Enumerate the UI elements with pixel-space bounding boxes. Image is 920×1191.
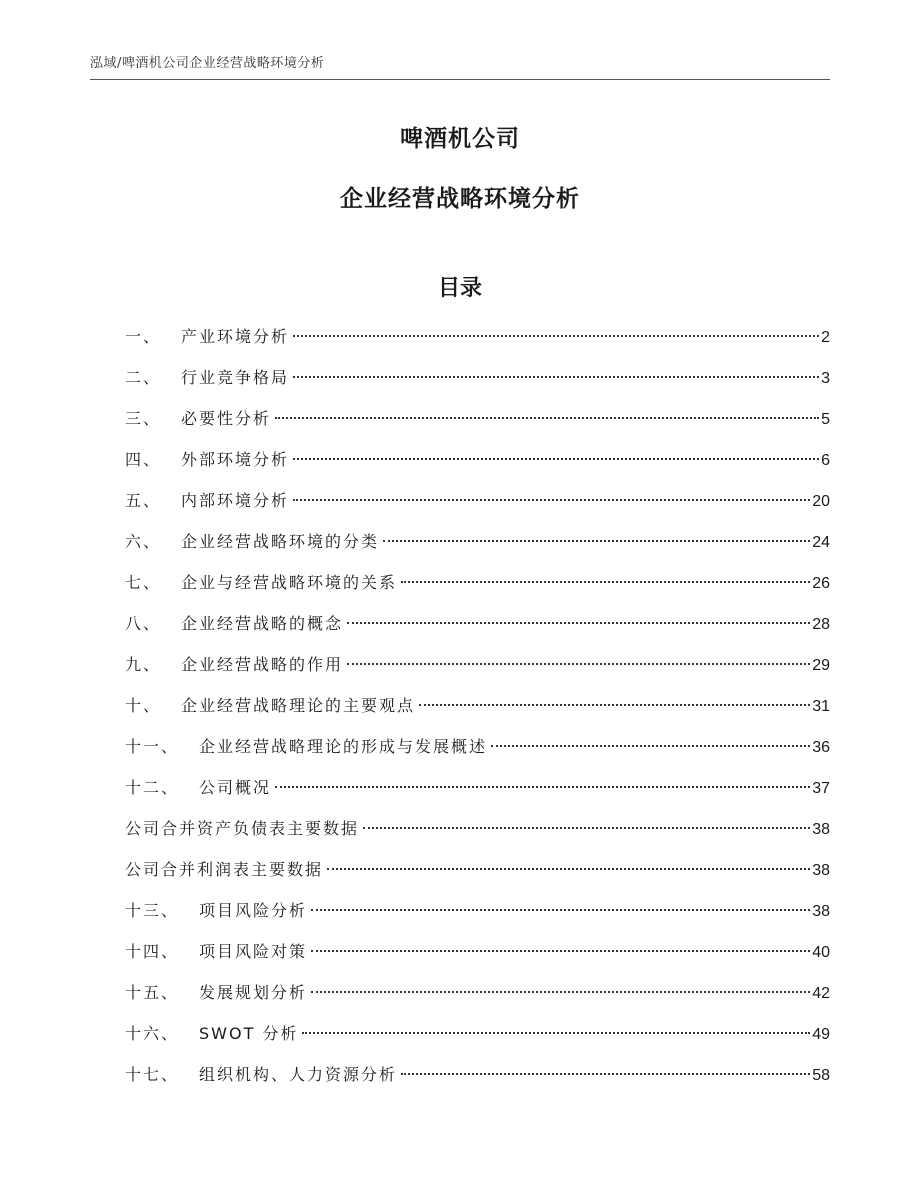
toc-entry-number: 十二、 [125,778,180,797]
toc-entry-page-number: 42 [812,985,830,1002]
toc-entry-number: 五、 [125,491,162,510]
toc-dot-leader [347,663,810,665]
header-divider [90,79,830,80]
toc-entry-number: 十四、 [125,942,180,961]
toc-entry-title: 产业环境分析 [181,327,290,346]
toc-entry-page-number: 24 [812,534,830,551]
toc-entry-number: 七、 [125,573,162,592]
toc-entry-title: 行业竞争格局 [181,368,290,387]
document-title-company: 啤酒机公司 [400,126,520,152]
toc-dot-leader [401,1073,810,1075]
toc-dot-leader [327,868,810,870]
toc-entry-number: 四、 [125,450,162,469]
toc-dot-leader [363,827,810,829]
toc-entry[interactable] [125,978,830,1019]
toc-dot-leader [347,622,810,624]
toc-entry[interactable] [125,814,830,855]
toc-entry-page-number: 38 [812,862,830,879]
toc-entry-page-number: 29 [812,657,830,674]
toc-entry-page-number: 5 [821,411,830,428]
toc-dot-leader [491,745,810,747]
toc-entry-page-number: 58 [812,1067,830,1084]
table-of-contents [125,322,830,1101]
toc-entry-page-number: 38 [812,903,830,920]
toc-dot-leader [293,335,819,337]
toc-entry-title: 企业经营战略理论的主要观点 [181,696,416,715]
toc-entry-title: 必要性分析 [181,409,272,428]
toc-entry-number: 九、 [125,655,162,674]
toc-entry-page-number: 3 [821,370,830,387]
toc-entry-title: 企业经营战略的概念 [181,614,344,633]
toc-entry[interactable] [125,527,830,568]
toc-entry-title: 公司合并利润表主要数据 [125,860,324,879]
toc-dot-leader [311,950,810,952]
toc-entry-page-number: 6 [821,452,830,469]
toc-dot-leader [302,1032,810,1034]
toc-entry-title: 内部环境分析 [181,491,290,510]
toc-entry-number: 六、 [125,532,162,551]
toc-heading: 目录 [437,276,482,301]
toc-entry[interactable] [125,1019,830,1060]
toc-entry[interactable] [125,855,830,896]
toc-entry-number: 二、 [125,368,162,387]
toc-dot-leader [401,581,810,583]
toc-entry-page-number: 49 [812,1026,830,1043]
toc-entry[interactable] [125,322,830,363]
toc-entry-number: 三、 [125,409,162,428]
toc-entry-title: SWOT 分析 [199,1024,299,1043]
toc-entry-number: 十五、 [125,983,180,1002]
toc-entry-number: 一、 [125,327,162,346]
document-title-subject: 企业经营战略环境分析 [340,186,580,212]
toc-entry[interactable] [125,363,830,404]
toc-entry-title: 企业经营战略的作用 [181,655,344,674]
toc-entry[interactable] [125,937,830,978]
toc-entry-number: 十三、 [125,901,180,920]
toc-entry[interactable] [125,691,830,732]
toc-entry[interactable] [125,568,830,609]
toc-entry-number: 十六、 [125,1024,180,1043]
toc-entry[interactable] [125,773,830,814]
toc-entry-page-number: 36 [812,739,830,756]
toc-entry-page-number: 28 [812,616,830,633]
toc-entry-page-number: 37 [812,780,830,797]
toc-entry-page-number: 26 [812,575,830,592]
toc-entry-title: 企业经营战略环境的分类 [181,532,380,551]
toc-entry-number: 十七、 [125,1065,180,1084]
toc-entry-page-number: 31 [812,698,830,715]
toc-entry-title: 项目风险对策 [199,942,308,961]
toc-dot-leader [293,458,819,460]
toc-entry-number: 十、 [125,696,162,715]
toc-entry[interactable] [125,650,830,691]
toc-entry[interactable] [125,732,830,773]
toc-entry[interactable] [125,609,830,650]
toc-entry-number: 八、 [125,614,162,633]
toc-entry-number: 十一、 [125,737,180,756]
toc-entry-title: 公司概况 [199,778,272,797]
toc-dot-leader [419,704,810,706]
toc-entry-page-number: 40 [812,944,830,961]
toc-entry-title: 企业经营战略理论的形成与发展概述 [199,737,488,756]
toc-entry-page-number: 20 [812,493,830,510]
toc-dot-leader [311,991,810,993]
toc-dot-leader [275,786,810,788]
toc-entry[interactable] [125,896,830,937]
toc-entry-title: 公司合并资产负债表主要数据 [125,819,360,838]
toc-dot-leader [383,540,810,542]
toc-entry[interactable] [125,445,830,486]
toc-entry[interactable] [125,1060,830,1101]
toc-entry-title: 外部环境分析 [181,450,290,469]
toc-dot-leader [293,499,810,501]
toc-entry[interactable] [125,486,830,527]
toc-entry-title: 企业与经营战略环境的关系 [181,573,398,592]
toc-entry-title: 项目风险分析 [199,901,308,920]
running-header: 泓域/啤酒机公司企业经营战略环境分析 [90,56,325,71]
toc-entry-page-number: 2 [821,329,830,346]
toc-entry[interactable] [125,404,830,445]
toc-dot-leader [293,376,819,378]
toc-entry-title: 发展规划分析 [199,983,308,1002]
toc-dot-leader [311,909,810,911]
toc-dot-leader [275,417,819,419]
toc-entry-page-number: 38 [812,821,830,838]
toc-entry-title: 组织机构、人力资源分析 [199,1065,398,1084]
